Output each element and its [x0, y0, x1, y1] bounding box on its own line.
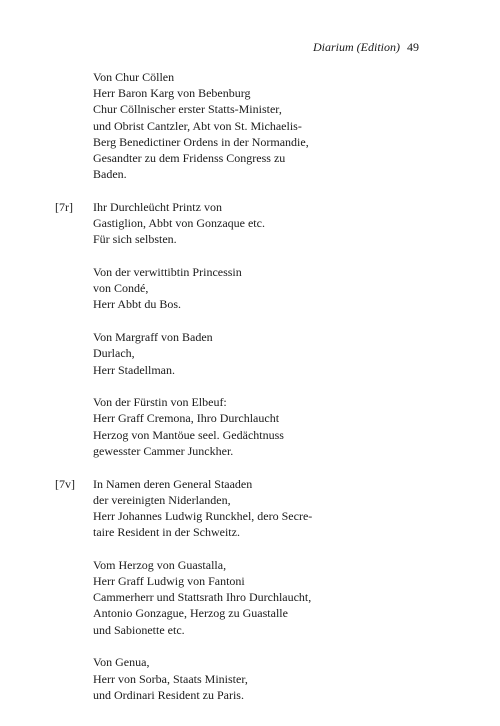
text-line: Baden. — [93, 167, 127, 182]
text-line: Gesandter zu dem Fridenss Congress zu — [93, 151, 286, 166]
entry-text — [93, 69, 413, 182]
folio-marker: [7r] — [55, 199, 73, 214]
text-line: und Obrist Cantzler, Abt von St. Michaelis- — [93, 118, 302, 133]
text-line: Herr Stadellman. — [93, 362, 175, 377]
text-line: Ihr Durchleücht Printz von — [93, 199, 222, 214]
entry-block — [0, 476, 500, 541]
text-line: Herzog von Mantöue seel. Gedächtnuss — [93, 427, 284, 442]
text-line: Cammerherr und Stattsrath Ihro Durchlaucht, — [93, 590, 312, 605]
text-line: Antonio Gonzague, Herzog zu Guastalle — [93, 606, 288, 621]
text-line: Von der Fürstin von Elbeuf: — [93, 395, 227, 410]
entry-block — [0, 264, 500, 313]
entry-text — [93, 264, 413, 313]
entry-block — [0, 654, 500, 703]
text-line: Gastiglion, Abbt von Gonzaque etc. — [93, 216, 265, 231]
page-number: 49 — [407, 40, 419, 54]
text-line: gewesster Cammer Junckher. — [93, 443, 234, 458]
entry-text — [93, 329, 413, 378]
text-line: Vom Herzog von Guastalla, — [93, 557, 227, 572]
text-line: Von Margraff von Baden — [93, 330, 213, 345]
entry-block — [0, 69, 500, 182]
text-line: In Namen deren General Staaden — [93, 476, 253, 491]
running-title: Diarium (Edition) — [313, 40, 400, 54]
text-line: Herr Graff Ludwig von Fantoni — [93, 574, 245, 589]
text-line: Berg Benedictiner Ordens in der Normandie, — [93, 134, 309, 149]
entry-block — [0, 329, 500, 378]
text-line: Von Chur Cöllen — [93, 70, 175, 84]
text-line: Herr Johannes Ludwig Runckhel, dero Secre- — [93, 508, 313, 523]
text-line: Herr Baron Karg von Bebenburg — [93, 86, 251, 101]
text-line: der vereinigten Niderlanden, — [93, 492, 231, 507]
text-line: und Sabionette etc. — [93, 622, 185, 637]
entry-text — [93, 557, 413, 638]
text-line: Herr Abbt du Bos. — [93, 297, 181, 312]
entry-block — [0, 557, 500, 638]
folio-marker: [7v] — [55, 476, 75, 491]
text-line: taire Resident in der Schweitz. — [93, 525, 240, 540]
entry-list — [0, 69, 500, 720]
text-line: Von Genua, — [93, 655, 150, 670]
text-line: Für sich selbsten. — [93, 232, 177, 247]
entry-block — [0, 199, 500, 248]
entry-text — [93, 394, 413, 459]
text-line: Durlach, — [93, 346, 135, 361]
text-line: Von der verwittibtin Princessin — [93, 265, 242, 280]
entry-text — [93, 199, 413, 248]
text-line: Herr von Sorba, Staats Minister, — [93, 671, 248, 686]
entry-text — [93, 654, 413, 703]
entry-text — [93, 476, 413, 541]
text-line: und Ordinari Resident zu Paris. — [93, 687, 244, 702]
text-line: Chur Cöllnischer erster Statts-Minister, — [93, 102, 282, 117]
text-line: Herr Graff Cremona, Ihro Durchlaucht — [93, 411, 280, 426]
text-line: von Condé, — [93, 281, 149, 296]
entry-block — [0, 394, 500, 459]
